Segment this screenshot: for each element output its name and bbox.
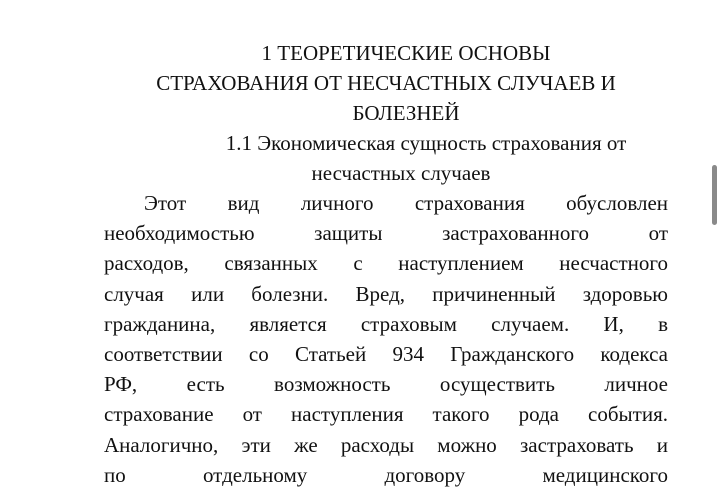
section-heading <box>104 128 668 188</box>
body-line: расходов, связанных с наступлением несчастного <box>104 251 668 276</box>
body-line: соответствии со Статьей 934 Гражданского кодекса <box>104 341 668 366</box>
body-line: страхование от наступления такого рода события. <box>104 402 668 427</box>
chapter-heading-line: 1 ТЕОРЕТИЧЕСКИЕ ОСНОВЫ <box>261 41 551 65</box>
body-line: гражданина, является страховым случаем. И, в <box>104 311 668 336</box>
section-heading-line: 1.1 Экономическая сущность страхования от <box>225 131 627 155</box>
body-line: необходимостью защиты застрахованного от <box>104 221 668 246</box>
body-line: РФ, есть возможность осуществить личное <box>104 372 668 397</box>
vertical-scrollbar[interactable] <box>712 165 717 225</box>
chapter-heading-line: СТРАХОВАНИЯ ОТ НЕСЧАСТНЫХ СЛУЧАЕВ И <box>156 71 616 95</box>
chapter-heading-line: БОЛЕЗНЕЙ <box>352 101 460 125</box>
section-heading-line: несчастных случаев <box>311 161 491 185</box>
body-line: Аналогично, эти же расходы можно застраховать и <box>104 432 668 457</box>
body-line: Этот вид личного страхования обусловлен <box>144 191 668 215</box>
body-line: случая или болезни. Вред, причиненный здоровью <box>104 281 668 306</box>
document-page <box>104 0 668 487</box>
body-line: по отдельному договору медицинского <box>104 462 668 487</box>
body-paragraph <box>104 188 668 490</box>
chapter-heading <box>104 38 668 128</box>
